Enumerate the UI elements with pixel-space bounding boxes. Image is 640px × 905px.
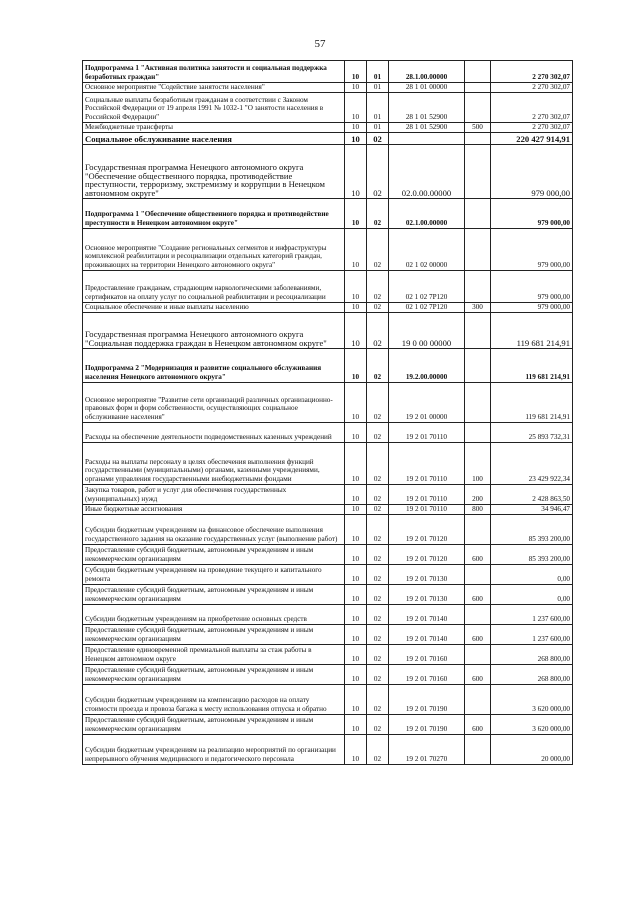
table-row [83, 485, 573, 505]
row-section-cell: 10 [345, 349, 367, 383]
row-target-article-cell: 28 1 01 52900 [389, 93, 465, 123]
row-subsection-cell: 02 [367, 229, 389, 271]
row-subsection-cell: 02 [367, 585, 389, 605]
row-name-cell: Закупка товаров, работ и услуг для обеспечения государственных (муниципальных) нужд [83, 485, 345, 505]
row-section-cell: 10 [345, 515, 367, 545]
row-target-article-cell: 19 2 01 70140 [389, 605, 465, 625]
row-section-cell: 10 [345, 625, 367, 645]
row-name-cell: Межбюджетные трансферты [83, 123, 345, 133]
row-expense-type-cell: 600 [465, 715, 491, 735]
row-amount-cell: 34 946,47 [491, 505, 573, 515]
row-target-article-cell: 28 1 01 00000 [389, 83, 465, 93]
table-row [83, 665, 573, 685]
row-expense-type-cell: 500 [465, 123, 491, 133]
row-amount-cell: 85 393 200,00 [491, 515, 573, 545]
row-target-article-cell: 28.1.00.00000 [389, 61, 465, 83]
row-expense-type-cell: 200 [465, 485, 491, 505]
row-section-cell: 10 [345, 605, 367, 625]
table-row [83, 585, 573, 605]
row-expense-type-cell [465, 61, 491, 83]
row-subsection-cell: 02 [367, 383, 389, 423]
row-name-cell: Предоставление субсидий бюджетным, автономным учреждениям и иным некоммерческим организациям [83, 665, 345, 685]
row-section-cell: 10 [345, 735, 367, 765]
table-row [83, 383, 573, 423]
table-row [83, 123, 573, 133]
table-row [83, 685, 573, 715]
row-target-article-cell: 19 2 01 70110 [389, 423, 465, 443]
table-row [83, 303, 573, 313]
row-expense-type-cell [465, 313, 491, 349]
row-section-cell: 10 [345, 303, 367, 313]
row-section-cell: 10 [345, 93, 367, 123]
row-section-cell: 10 [345, 61, 367, 83]
row-amount-cell: 85 393 200,00 [491, 545, 573, 565]
row-amount-cell: 2 428 863,50 [491, 485, 573, 505]
row-amount-cell: 2 270 302,07 [491, 61, 573, 83]
row-expense-type-cell [465, 735, 491, 765]
row-expense-type-cell [465, 565, 491, 585]
row-name-cell: Основное мероприятие "Содействие занятости населения" [83, 83, 345, 93]
table-row [83, 443, 573, 485]
row-subsection-cell: 02 [367, 443, 389, 485]
row-subsection-cell: 02 [367, 545, 389, 565]
row-subsection-cell: 02 [367, 199, 389, 229]
row-amount-cell: 979 000,00 [491, 303, 573, 313]
row-subsection-cell: 02 [367, 645, 389, 665]
row-expense-type-cell [465, 515, 491, 545]
row-amount-cell: 0,00 [491, 565, 573, 585]
table-row [83, 715, 573, 735]
row-name-cell: Предоставление единовременной премиальной выплаты за стаж работы в Ненецком автономном округе [83, 645, 345, 665]
page-number: 57 [314, 38, 326, 50]
row-amount-cell: 1 237 600,00 [491, 605, 573, 625]
row-target-article-cell: 19.2.00.00000 [389, 349, 465, 383]
row-amount-cell: 268 800,00 [491, 645, 573, 665]
table-row [83, 83, 573, 93]
table-row [83, 645, 573, 665]
table-row [83, 505, 573, 515]
table-row [83, 61, 573, 83]
row-name-cell: Социальные выплаты безработным гражданам в соответствии с Законом Российской Федерации от 19 апреля 1991 № 1032-1 "О занятости населения в Российской Федерации" [83, 93, 345, 123]
row-section-cell: 10 [345, 145, 367, 199]
row-subsection-cell: 02 [367, 485, 389, 505]
row-subsection-cell: 02 [367, 565, 389, 585]
table-row [83, 349, 573, 383]
table-row [83, 545, 573, 565]
table-row [83, 313, 573, 349]
row-expense-type-cell [465, 271, 491, 303]
row-target-article-cell: 19 2 01 70120 [389, 515, 465, 545]
row-name-cell: Субсидии бюджетным учреждениям на финансовое обеспечение выполнения государственного задания на оказание государственных услуг (выполнение работ) [83, 515, 345, 545]
row-target-article-cell: 19 2 01 70270 [389, 735, 465, 765]
row-section-cell: 10 [345, 565, 367, 585]
table-row [83, 625, 573, 645]
row-subsection-cell: 02 [367, 735, 389, 765]
row-expense-type-cell [465, 83, 491, 93]
row-subsection-cell: 02 [367, 423, 389, 443]
row-amount-cell: 979 000,00 [491, 229, 573, 271]
row-target-article-cell: 19 2 01 70190 [389, 685, 465, 715]
row-subsection-cell: 01 [367, 61, 389, 83]
row-name-cell: Субсидии бюджетным учреждениям на компенсацию расходов на оплату стоимости проезда и провоза багажа к месту использования отпуска и обратно [83, 685, 345, 715]
row-section-cell: 10 [345, 423, 367, 443]
row-amount-cell: 2 270 302,07 [491, 83, 573, 93]
row-name-cell: Предоставление субсидий бюджетным, автономным учреждениям и иным некоммерческим организациям [83, 715, 345, 735]
table-row [83, 565, 573, 585]
row-section-cell: 10 [345, 133, 367, 145]
row-name-cell: Основное мероприятие "Развитие сети организаций различных организационно-правовых форм и форм собственности, осуществляющих социальное обслуживание населения" [83, 383, 345, 423]
row-name-cell: Социальное обслуживание населения [83, 133, 345, 145]
row-expense-type-cell [465, 685, 491, 715]
row-amount-cell: 23 429 922,34 [491, 443, 573, 485]
row-name-cell: Подпрограмма 1 "Активная политика занятости и социальная поддержка безработных граждан" [83, 61, 345, 83]
row-amount-cell: 979 000,00 [491, 145, 573, 199]
row-expense-type-cell [465, 229, 491, 271]
row-subsection-cell: 02 [367, 515, 389, 545]
row-section-cell: 10 [345, 199, 367, 229]
row-section-cell: 10 [345, 229, 367, 271]
row-subsection-cell: 02 [367, 303, 389, 313]
row-name-cell: Субсидии бюджетным учреждениям на проведение текущего и капитального ремонта [83, 565, 345, 585]
row-amount-cell: 119 681 214,91 [491, 313, 573, 349]
row-section-cell: 10 [345, 83, 367, 93]
row-amount-cell: 25 893 732,31 [491, 423, 573, 443]
row-expense-type-cell: 800 [465, 505, 491, 515]
row-section-cell: 10 [345, 645, 367, 665]
row-name-cell: Иные бюджетные ассигнования [83, 505, 345, 515]
row-name-cell: Государственная программа Ненецкого автономного округа "Обеспечение общественного порядка, противодействие преступности, терроризму, экстремизму и коррупции в Ненецком автономном округе" [83, 145, 345, 199]
row-expense-type-cell: 300 [465, 303, 491, 313]
table-row [83, 93, 573, 123]
row-target-article-cell: 02 1 02 00000 [389, 229, 465, 271]
row-name-cell: Расходы на выплаты персоналу в целях обеспечения выполнения функций государственными (муниципальными) органами, казенными учреждениями, органами управления государственными внебюджетными фондами [83, 443, 345, 485]
row-amount-cell: 3 620 000,00 [491, 685, 573, 715]
row-amount-cell: 0,00 [491, 585, 573, 605]
row-name-cell: Предоставление субсидий бюджетным, автономным учреждениям и иным некоммерческим организациям [83, 585, 345, 605]
row-section-cell: 10 [345, 271, 367, 303]
row-target-article-cell: 19 2 01 00000 [389, 383, 465, 423]
row-target-article-cell: 19 2 01 70160 [389, 665, 465, 685]
row-subsection-cell: 02 [367, 133, 389, 145]
row-target-article-cell: 19 2 01 70110 [389, 443, 465, 485]
row-target-article-cell: 19 0 00 00000 [389, 313, 465, 349]
row-target-article-cell: 19 2 01 70130 [389, 565, 465, 585]
row-subsection-cell: 01 [367, 123, 389, 133]
row-target-article-cell: 19 2 01 70140 [389, 625, 465, 645]
row-subsection-cell: 02 [367, 313, 389, 349]
row-expense-type-cell: 600 [465, 625, 491, 645]
row-expense-type-cell [465, 383, 491, 423]
budget-table-body [83, 61, 573, 765]
row-name-cell: Расходы на обеспечение деятельности подведомственных казенных учреждений [83, 423, 345, 443]
row-section-cell: 10 [345, 715, 367, 735]
row-amount-cell: 220 427 914,91 [491, 133, 573, 145]
row-target-article-cell: 02 1 02 7Р120 [389, 271, 465, 303]
row-target-article-cell: 19 2 01 70120 [389, 545, 465, 565]
row-expense-type-cell [465, 133, 491, 145]
row-expense-type-cell [465, 199, 491, 229]
row-section-cell: 10 [345, 485, 367, 505]
row-expense-type-cell [465, 145, 491, 199]
row-target-article-cell: 02 1 02 7Р120 [389, 303, 465, 313]
row-amount-cell: 268 800,00 [491, 665, 573, 685]
row-target-article-cell [389, 133, 465, 145]
row-section-cell: 10 [345, 443, 367, 485]
row-section-cell: 10 [345, 383, 367, 423]
table-row [83, 133, 573, 145]
row-amount-cell: 979 000,00 [491, 199, 573, 229]
row-target-article-cell: 19 2 01 70130 [389, 585, 465, 605]
table-row [83, 515, 573, 545]
row-amount-cell: 3 620 000,00 [491, 715, 573, 735]
row-section-cell: 10 [345, 685, 367, 715]
row-expense-type-cell [465, 93, 491, 123]
row-subsection-cell: 02 [367, 505, 389, 515]
row-amount-cell: 119 681 214,91 [491, 349, 573, 383]
row-subsection-cell: 02 [367, 605, 389, 625]
row-expense-type-cell: 600 [465, 585, 491, 605]
row-expense-type-cell [465, 423, 491, 443]
table-row [83, 423, 573, 443]
row-subsection-cell: 02 [367, 625, 389, 645]
row-target-article-cell: 19 2 01 70160 [389, 645, 465, 665]
row-name-cell: Субсидии бюджетным учреждениям на реализацию мероприятий по организации непрерывного обучения медицинского и педагогического персонала [83, 735, 345, 765]
row-subsection-cell: 02 [367, 349, 389, 383]
row-name-cell: Предоставление субсидий бюджетным, автономным учреждениям и иным некоммерческим организациям [83, 625, 345, 645]
row-subsection-cell: 02 [367, 685, 389, 715]
row-name-cell: Подпрограмма 1 "Обеспечение общественного порядка и противодействие преступности в Ненецком автономном округе" [83, 199, 345, 229]
row-expense-type-cell [465, 349, 491, 383]
row-target-article-cell: 28 1 01 52900 [389, 123, 465, 133]
row-amount-cell: 979 000,00 [491, 271, 573, 303]
row-section-cell: 10 [345, 585, 367, 605]
row-amount-cell: 1 237 600,00 [491, 625, 573, 645]
row-subsection-cell: 02 [367, 145, 389, 199]
row-subsection-cell: 01 [367, 83, 389, 93]
table-row [83, 605, 573, 625]
row-target-article-cell: 19 2 01 70110 [389, 485, 465, 505]
row-name-cell: Социальное обеспечение и иные выплаты населению [83, 303, 345, 313]
row-expense-type-cell: 100 [465, 443, 491, 485]
budget-table [82, 60, 573, 765]
row-subsection-cell: 02 [367, 715, 389, 735]
row-target-article-cell: 19 2 01 70190 [389, 715, 465, 735]
row-name-cell: Государственная программа Ненецкого автономного округа "Социальная поддержка граждан в Ненецком автономном округе" [83, 313, 345, 349]
row-name-cell: Предоставление субсидий бюджетным, автономным учреждениям и иным некоммерческим организациям [83, 545, 345, 565]
row-section-cell: 10 [345, 505, 367, 515]
table-row [83, 229, 573, 271]
row-subsection-cell: 02 [367, 665, 389, 685]
row-amount-cell: 2 270 302,07 [491, 93, 573, 123]
row-subsection-cell: 01 [367, 93, 389, 123]
row-name-cell: Основное мероприятие "Создание региональных сегментов и инфраструктуры комплексной реабилитации и ресоциализации отдельных категорий граждан, проживающих на территории Ненецкого автономного округа" [83, 229, 345, 271]
row-expense-type-cell [465, 645, 491, 665]
row-section-cell: 10 [345, 665, 367, 685]
row-target-article-cell: 02.1.00.00000 [389, 199, 465, 229]
row-amount-cell: 20 000,00 [491, 735, 573, 765]
row-target-article-cell: 02.0.00.00000 [389, 145, 465, 199]
row-subsection-cell: 02 [367, 271, 389, 303]
row-amount-cell: 2 270 302,07 [491, 123, 573, 133]
row-section-cell: 10 [345, 545, 367, 565]
table-row [83, 271, 573, 303]
row-amount-cell: 119 681 214,91 [491, 383, 573, 423]
row-section-cell: 10 [345, 123, 367, 133]
row-section-cell: 10 [345, 313, 367, 349]
row-name-cell: Подпрограмма 2 "Модернизация и развитие социального обслуживания населения Ненецкого автономного округа" [83, 349, 345, 383]
row-name-cell: Предоставление гражданам, страдающим наркологическими заболеваниями, сертификатов на оплату услуг по социальной реабилитации и ресоциализации [83, 271, 345, 303]
table-row [83, 199, 573, 229]
row-expense-type-cell: 600 [465, 665, 491, 685]
row-expense-type-cell [465, 605, 491, 625]
row-name-cell: Субсидии бюджетным учреждениям на приобретение основных средств [83, 605, 345, 625]
table-row [83, 145, 573, 199]
table-row [83, 735, 573, 765]
row-target-article-cell: 19 2 01 70110 [389, 505, 465, 515]
row-expense-type-cell: 600 [465, 545, 491, 565]
